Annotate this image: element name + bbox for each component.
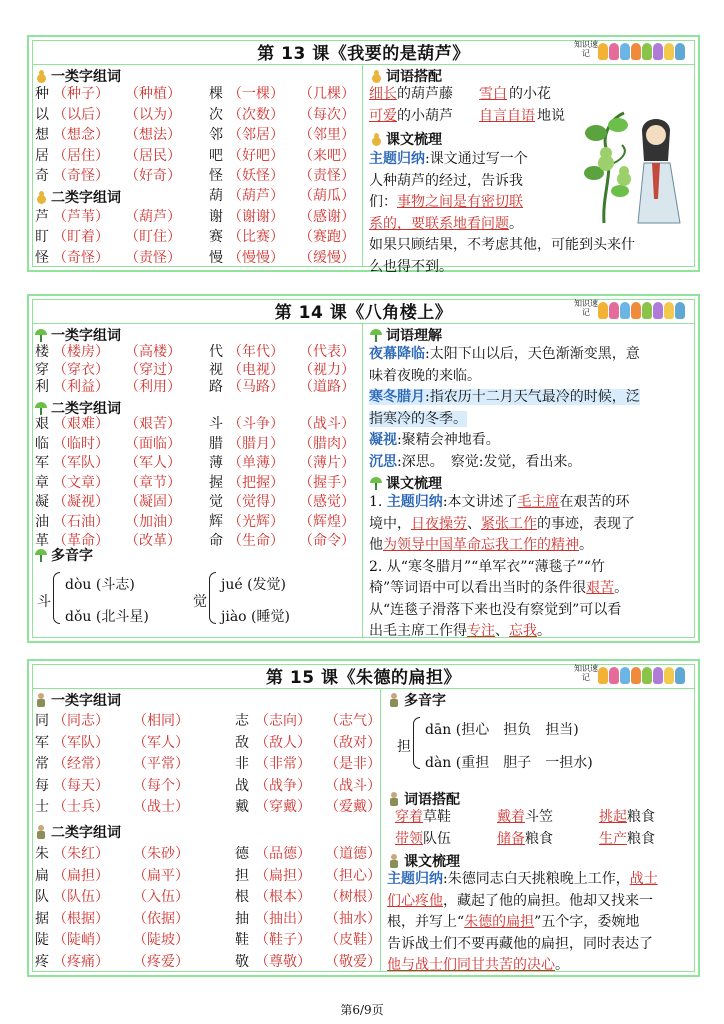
character: 军 [35,734,49,751]
badge-label: 知识速记 [574,40,598,58]
word-entry: （皮鞋） [325,932,381,948]
word-entry: （斗争） [228,416,284,432]
word-entry: （艰难） [53,416,109,432]
character: 常 [35,756,49,772]
word-entry: （同志） [53,713,109,729]
gourd-icon [34,190,48,204]
badge-label: 知识速记 [574,664,598,682]
l14-sec-outline: 课文梳理 [369,473,442,493]
word-entry: （相同） [133,713,189,729]
character: 想 [35,127,49,143]
word-entry: （朱红） [53,846,109,862]
character: 斗 [209,416,223,432]
word-entry: （赛跑） [299,229,355,245]
word-entry: （穿过） [125,361,181,378]
girl-gourd-illustration [584,103,694,225]
character: 棵 [209,86,223,102]
character: 觉 [209,494,223,510]
word-entry: （把握） [228,474,284,491]
word-entry: （志气） [325,713,381,729]
lesson-15-card: 第 15 课《朱德的扁担》 知识速记 一类字组词 同 （同志） （相同） 志 （志向） （志气） 军 （军队） （军人） 敌 （敌人） （敌对） 常 （经常） （平常） 非 （非常） （是非） 每 （每天） （每个） 战 （战争） （战斗） 士 （士兵） （战士） 戴 （穿戴） （爱戴） 二类字组词 朱 （朱红） （朱砂） 德 （品德） （道德） 扁 （扁担） （扁平） 担 （扁担） （担心） 队 （队伍） （入伍） 根 （根本） （树根） 据 （根据） （依据） 抽 （抽出） （抽水） 陡 （陡峭） （陡坡） 鞋 （鞋子） （皮鞋） 疼 （疼痛） （疼爱） 敬 （尊敬） （敬爱） 多音字 担 dān (担心 担负 担当) dàn (重担 胆子 一担水) 词语搭配 穿着 草鞋 戴着 斗笠 挑起 粮食 带领 队伍 储备 粮食 生产 粮食 课文梳理 主题归纳:朱德同志白天挑粮晚上工作，战士 们心疼他，藏起了他的扁担。他却又找来一 根，并写上“朱德的扁担”五个字，委婉地 告诉战士们不要再藏他的扁担，同时表达了 他与战士们同甘共苦的决心。 [27,659,700,977]
word-entry: （军队） [53,455,109,471]
word-entry: （品德） [255,846,311,862]
word-entry: （辉煌） [299,513,355,530]
word-entry: （以为） [125,106,181,123]
knowledge-badge [574,663,692,689]
word-entry: （缓慢） [299,249,355,266]
word-entry: （队伍） [53,889,109,905]
word-entry: （责怪） [125,249,181,266]
person-icon [34,693,48,707]
character: 邻 [209,127,223,143]
gourd-icon [369,132,383,146]
character: 赛 [209,229,223,245]
word-entry: （临时） [53,435,109,452]
l13-theme: 主题归纳:课文通过写一个 人种葫芦的经过，告诉我 们：事物之间是有密切联 系的，要联系地看问题。 [369,151,528,232]
word-entry: （道德） [325,846,381,862]
brace [53,572,60,624]
character: 视 [209,361,223,378]
word-entry: （石油） [53,513,109,530]
word-entry: （鞋子） [255,932,311,948]
word-entry: （陡坡） [133,932,189,948]
word-entry: （敌人） [255,734,311,751]
character: 以 [35,106,49,123]
character: 鞋 [235,932,249,948]
word-entry: （马路） [228,379,284,395]
gourd-icon [34,69,48,83]
character: 临 [35,435,49,452]
character: 路 [209,379,223,395]
lesson-13-card: 第 13 课《我要的是葫芦》 知识速记 一类字组词 种 （种子） （种植） 棵 （一棵） （几棵） 以 （以后） （以为） 次 （次数） （每次） 想 （想念） （想法） 邻 （邻居） （邻里） 居 （居住） （居民） 吧 （好吧） （来吧） 奇 （奇怪） （好奇） 怪 （妖怪） （责怪） 二类字组词 葫 （葫芦） （葫瓜） 芦 （芦苇） （葫芦） 谢 （谢谢） （感谢） 盯 （盯着） （盯住） 赛 （比赛） （赛跑） 怪 （奇怪） （责怪） 慢 （慢慢） （缓慢） 词语搭配 细长 的葫芦藤 雪白 的小花 可爱 的小葫芦 自言自语 地说 课文梳理 主题归纳:课文通过写一个 人种葫芦的经过，告诉我 们：事物之间是有密切联 系的，要联系地看问题。 如果只顾结果，不考虑其他，可能到头来什 么也得不到。 [27,35,700,272]
character: 敌 [235,734,249,751]
word-entry: （高楼） [125,344,181,360]
word-entry: （入伍） [133,889,189,905]
poly-char-dou: 斗 [37,594,51,610]
word-entry: （凝视） [53,494,109,510]
lesson-14-title: 第 14 课《八角楼上》 [274,303,453,323]
l15-sec-class2: 二类字组词 [34,822,121,842]
word-entry: （感觉） [299,494,355,510]
word-entry: （几棵） [299,86,355,102]
word-entry: （战争） [255,777,311,794]
l13-sec-colloc: 词语搭配 [369,66,442,86]
word-entry: （腊肉） [299,435,355,452]
word-entry: （经常） [53,756,109,772]
brace [209,572,216,624]
word-entry: （盯住） [125,229,181,245]
character: 革 [35,533,49,549]
word-entry: （盯着） [53,229,109,245]
word-entry: （以后） [53,106,109,123]
character: 德 [235,846,249,862]
character: 芦 [35,208,49,225]
character: 怪 [209,168,223,184]
word-entry: （邻居） [228,127,284,143]
word-entry: （扁担） [53,867,109,884]
character: 据 [35,910,49,927]
word-entry: （凝固） [125,494,181,510]
word-entry: （居住） [53,147,109,164]
l13-sec-class2: 二类字组词 [34,187,121,207]
word-entry: （谢谢） [228,208,284,225]
poly-reading: dǒu (北斗星) [65,609,149,625]
word-entry: （扁平） [133,867,189,884]
word-entry: （葫芦） [125,208,181,225]
word-entry: （军队） [53,734,109,751]
l14-sec-poly: 多音字 [34,545,93,565]
l14-definitions: 夜幕降临:太阳下山以后，天色渐渐变黑，意 味着夜晚的来临。 寒冬腊月:指农历十二月天气最冷的时候，泛 指寒冷的冬季。 凝视:聚精会神地看。 沉思:深思。 察觉:发觉，看出来。 [369,346,640,470]
word-entry: （担心） [325,867,381,884]
word-entry: （加油） [125,513,181,530]
l14-sec-understand: 词语理解 [369,325,442,345]
character: 腊 [209,435,223,452]
word-entry: （命令） [299,533,355,549]
character: 抽 [235,910,249,927]
character: 盯 [35,229,49,245]
word-entry: （视力） [299,361,355,378]
character: 油 [35,513,49,530]
person-icon [387,792,401,806]
character: 奇 [35,168,49,184]
character: 利 [35,379,49,395]
word-entry: （改革） [125,533,181,549]
gourd-icon [369,69,383,83]
l13-sec-class1: 一类字组词 [34,66,121,86]
word-entry: （想法） [125,127,181,143]
word-entry: （抽出） [255,910,311,927]
word-entry: （好吧） [228,147,284,164]
poly-reading: dòu (斗志) [65,577,135,593]
word-entry: （扁担） [255,867,311,884]
word-entry: （每天） [53,777,109,794]
person-icon [34,825,48,839]
word-entry: （来吧） [299,147,355,164]
word-entry: （种子） [53,86,109,102]
word-entry: （根本） [255,889,311,905]
word-entry: （觉得） [228,494,284,510]
word-entry: （依据） [133,910,189,927]
l14-sec-class2: 二类字组词 [34,398,121,418]
l15-sec-class1: 一类字组词 [34,690,121,710]
character: 志 [235,713,249,729]
word-entry: （年代） [228,344,284,360]
word-entry: （奇怪） [53,168,109,184]
poly-reading: jiào (睡觉) [221,609,290,625]
poly-reading: dān (担心 担负 担当) [425,722,579,738]
word-entry: （穿衣） [53,361,109,378]
brace [413,717,420,769]
word-entry: （朱砂） [133,846,189,862]
l15-sec-colloc: 词语搭配 [387,789,460,809]
sprout-icon [34,328,48,342]
page-footer: 第6/9页 [340,1003,384,1017]
word-entry: （战斗） [299,416,355,432]
word-entry: （尊敬） [255,953,311,970]
word-entry: （妖怪） [228,168,284,184]
lesson-15-title: 第 15 课《朱德的扁担》 [266,668,461,688]
word-entry: （陡峭） [53,932,109,948]
character: 辉 [209,513,223,530]
character: 吧 [209,147,223,164]
poly-char-jue: 觉 [193,594,207,610]
character: 担 [235,867,249,884]
word-entry: （薄片） [299,455,355,471]
word-entry: （艰苦） [125,416,181,432]
word-entry: （战士） [133,799,189,815]
word-entry: （军人） [133,734,189,751]
word-entry: （是非） [325,756,381,772]
character: 凝 [35,494,49,510]
character: 敬 [235,953,249,970]
sprout-icon [369,476,383,490]
word-entry: （文章） [53,474,109,491]
word-entry: （慢慢） [228,249,284,266]
character: 扁 [35,867,49,884]
character: 章 [35,474,49,491]
character: 居 [35,147,49,164]
word-entry: （一棵） [228,86,284,102]
character: 战 [235,777,249,794]
poly-char-dan: 担 [397,739,411,755]
word-entry: （生命） [228,533,284,549]
l13-sec-outline: 课文梳理 [369,129,442,149]
character: 次 [209,106,223,123]
word-entry: （好奇） [125,168,181,184]
lesson-13-title: 第 13 课《我要的是葫芦》 [257,44,470,64]
word-entry: （军人） [125,455,181,471]
word-entry: （平常） [133,756,189,772]
word-entry: （芦苇） [53,208,109,225]
word-entry: （抽水） [325,910,381,927]
word-entry: （单薄） [228,455,284,471]
l14-sec-class1: 一类字组词 [34,325,121,345]
character: 命 [209,533,223,549]
character: 疼 [35,953,49,970]
word-entry: （爱戴） [325,799,381,815]
l14-outline: 1. 主题归纳:本文讲述了毛主席在艰苦的环 境中，日夜操劳、紧张工作的事迹，表现了 他为领导中国革命忘我工作的精神。 2. 从“寒冬腊月”“单军衣”“薄毯子”“竹 椅”等词语中可以看出当时的条件很艰苦。 从“连毯子滑落下来也没有察觉到”可以看 出毛主席工作得专注、忘我。 [369,494,635,639]
character: 薄 [209,455,223,471]
word-entry: （面临） [125,435,181,452]
word-entry: （奇怪） [53,249,109,266]
lesson-14-card [27,294,700,643]
word-entry: （每次） [299,106,355,123]
word-entry: （革命） [53,533,109,549]
knowledge-badge [574,39,692,65]
l15-sec-outline: 课文梳理 [387,851,460,871]
person-icon [387,854,401,868]
l15-outline: 主题归纳:朱德同志白天挑粮晚上工作，战士 们心疼他，藏起了他的扁担。他却又找来一 根，并写上“朱德的扁担”五个字，委婉地 告诉战士们不要再藏他的扁担，同时表达了 他与战士们同甘共苦的决心。 [387,871,658,973]
character: 代 [209,344,223,360]
character: 陡 [35,932,49,948]
word-entry: （敌对） [325,734,381,751]
l13-extra: 如果只顾结果，不考虑其他，可能到头来什 么也得不到。 [369,237,635,275]
poly-reading: jué (发觉) [221,577,287,593]
word-entry: （章节） [125,474,181,491]
character: 慢 [209,249,223,266]
character: 怪 [35,249,49,266]
character: 队 [35,889,49,905]
word-entry: （代表） [299,344,355,360]
person-icon [387,693,401,707]
word-entry: （腊月） [228,435,284,452]
word-entry: （非常） [255,756,311,772]
word-entry: （敬爱） [325,953,381,970]
character: 楼 [35,344,49,360]
word-entry: （种植） [125,86,181,102]
character: 同 [35,713,49,729]
character: 每 [35,777,49,794]
word-entry: （利用） [125,379,181,395]
word-entry: （道路） [299,379,355,395]
word-entry: （树根） [325,889,381,905]
character: 朱 [35,846,49,862]
word-entry: （志向） [255,713,311,729]
word-entry: （士兵） [53,799,109,815]
word-entry: （光辉） [228,513,284,530]
word-entry: （利益） [53,379,109,395]
character: 士 [35,799,49,815]
word-entry: （疼痛） [53,953,109,970]
character: 戴 [235,799,249,815]
word-entry: （战斗） [325,777,381,794]
word-entry: （次数） [228,106,284,123]
word-entry: （楼房） [53,344,109,360]
poly-reading: dàn (重担 胆子 一担水) [425,755,593,771]
character: 根 [235,889,249,905]
word-entry: （电视） [228,361,284,378]
sprout-icon [34,401,48,415]
l15-sec-poly: 多音字 [387,690,446,710]
word-entry: （居民） [125,147,181,164]
sprout-icon [34,548,48,562]
word-entry: （根据） [53,910,109,927]
character: 种 [35,86,49,102]
word-entry: （握手） [299,474,355,491]
sprout-icon [369,328,383,342]
word-entry: （邻里） [299,127,355,143]
character: 谢 [209,208,223,225]
knowledge-badge [574,298,692,324]
word-entry: （比赛） [228,229,284,245]
word-entry: （每个） [133,777,189,794]
word-entry: （责怪） [299,168,355,184]
character: 非 [235,756,249,772]
word-entry: （疼爱） [133,953,189,970]
character: 握 [209,474,223,491]
word-entry: （感谢） [299,208,355,225]
word-entry: （想念） [53,127,109,143]
character: 穿 [35,361,49,378]
character: 军 [35,455,49,471]
word-entry: （穿戴） [255,799,311,815]
badge-label: 知识速记 [574,299,598,317]
character: 艰 [35,416,49,432]
